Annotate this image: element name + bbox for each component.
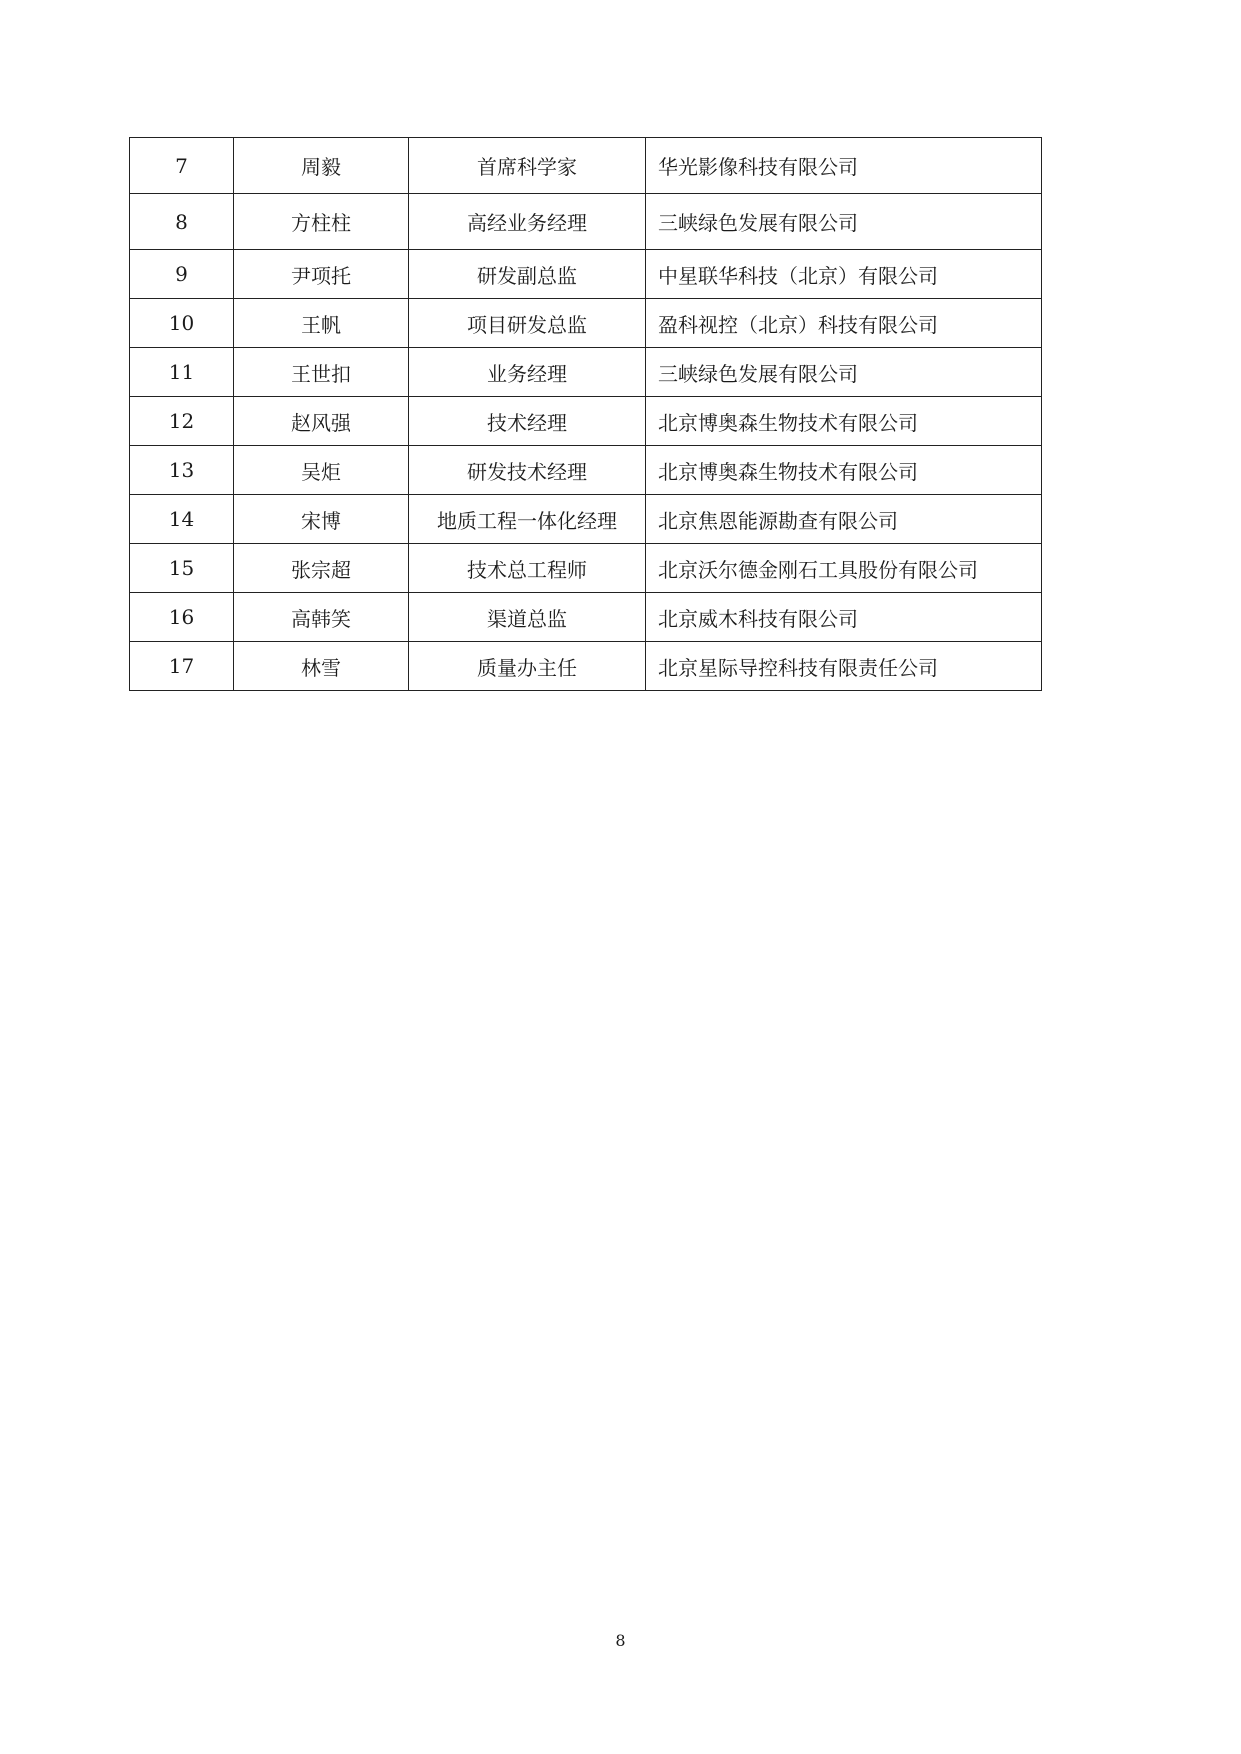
person-name: 周毅	[234, 138, 409, 194]
row-index: 16	[130, 593, 234, 642]
page-number: 8	[615, 1631, 626, 1650]
company-name: 北京博奥森生物技术有限公司	[646, 397, 1042, 446]
table-row	[130, 138, 1042, 194]
person-name: 赵风强	[234, 397, 409, 446]
job-title: 业务经理	[409, 348, 646, 397]
table-row	[130, 495, 1042, 544]
table-row	[130, 348, 1042, 397]
job-title: 首席科学家	[409, 138, 646, 194]
company-name: 盈科视控（北京）科技有限公司	[646, 299, 1042, 348]
job-title: 研发副总监	[409, 250, 646, 299]
table-row	[130, 194, 1042, 250]
company-name: 北京星际导控科技有限责任公司	[646, 642, 1042, 691]
person-name: 方柱柱	[234, 194, 409, 250]
table-row	[130, 397, 1042, 446]
company-name: 北京沃尔德金刚石工具股份有限公司	[646, 544, 1042, 593]
row-index: 8	[130, 194, 234, 250]
row-index: 14	[130, 495, 234, 544]
person-name: 王帆	[234, 299, 409, 348]
table-row	[130, 642, 1042, 691]
person-name: 张宗超	[234, 544, 409, 593]
job-title: 质量办主任	[409, 642, 646, 691]
company-name: 北京博奥森生物技术有限公司	[646, 446, 1042, 495]
table-row	[130, 593, 1042, 642]
job-title: 技术经理	[409, 397, 646, 446]
table-row	[130, 446, 1042, 495]
person-name: 尹项托	[234, 250, 409, 299]
job-title: 技术总工程师	[409, 544, 646, 593]
table-row	[130, 250, 1042, 299]
row-index: 9	[130, 250, 234, 299]
person-name: 吴炬	[234, 446, 409, 495]
company-name: 北京焦恩能源勘查有限公司	[646, 495, 1042, 544]
job-title: 高经业务经理	[409, 194, 646, 250]
row-index: 10	[130, 299, 234, 348]
company-name: 中星联华科技（北京）有限公司	[646, 250, 1042, 299]
job-title: 地质工程一体化经理	[409, 495, 646, 544]
job-title: 项目研发总监	[409, 299, 646, 348]
job-title: 渠道总监	[409, 593, 646, 642]
company-name: 北京威木科技有限公司	[646, 593, 1042, 642]
company-name: 三峡绿色发展有限公司	[646, 348, 1042, 397]
row-index: 12	[130, 397, 234, 446]
company-name: 三峡绿色发展有限公司	[646, 194, 1042, 250]
person-name: 林雪	[234, 642, 409, 691]
row-index: 11	[130, 348, 234, 397]
person-name: 高韩笑	[234, 593, 409, 642]
job-title: 研发技术经理	[409, 446, 646, 495]
row-index: 17	[130, 642, 234, 691]
company-name: 华光影像科技有限公司	[646, 138, 1042, 194]
table-row	[130, 544, 1042, 593]
row-index: 13	[130, 446, 234, 495]
personnel-table	[129, 137, 1042, 691]
person-name: 王世扣	[234, 348, 409, 397]
person-name: 宋博	[234, 495, 409, 544]
row-index: 15	[130, 544, 234, 593]
table-row	[130, 299, 1042, 348]
row-index: 7	[130, 138, 234, 194]
